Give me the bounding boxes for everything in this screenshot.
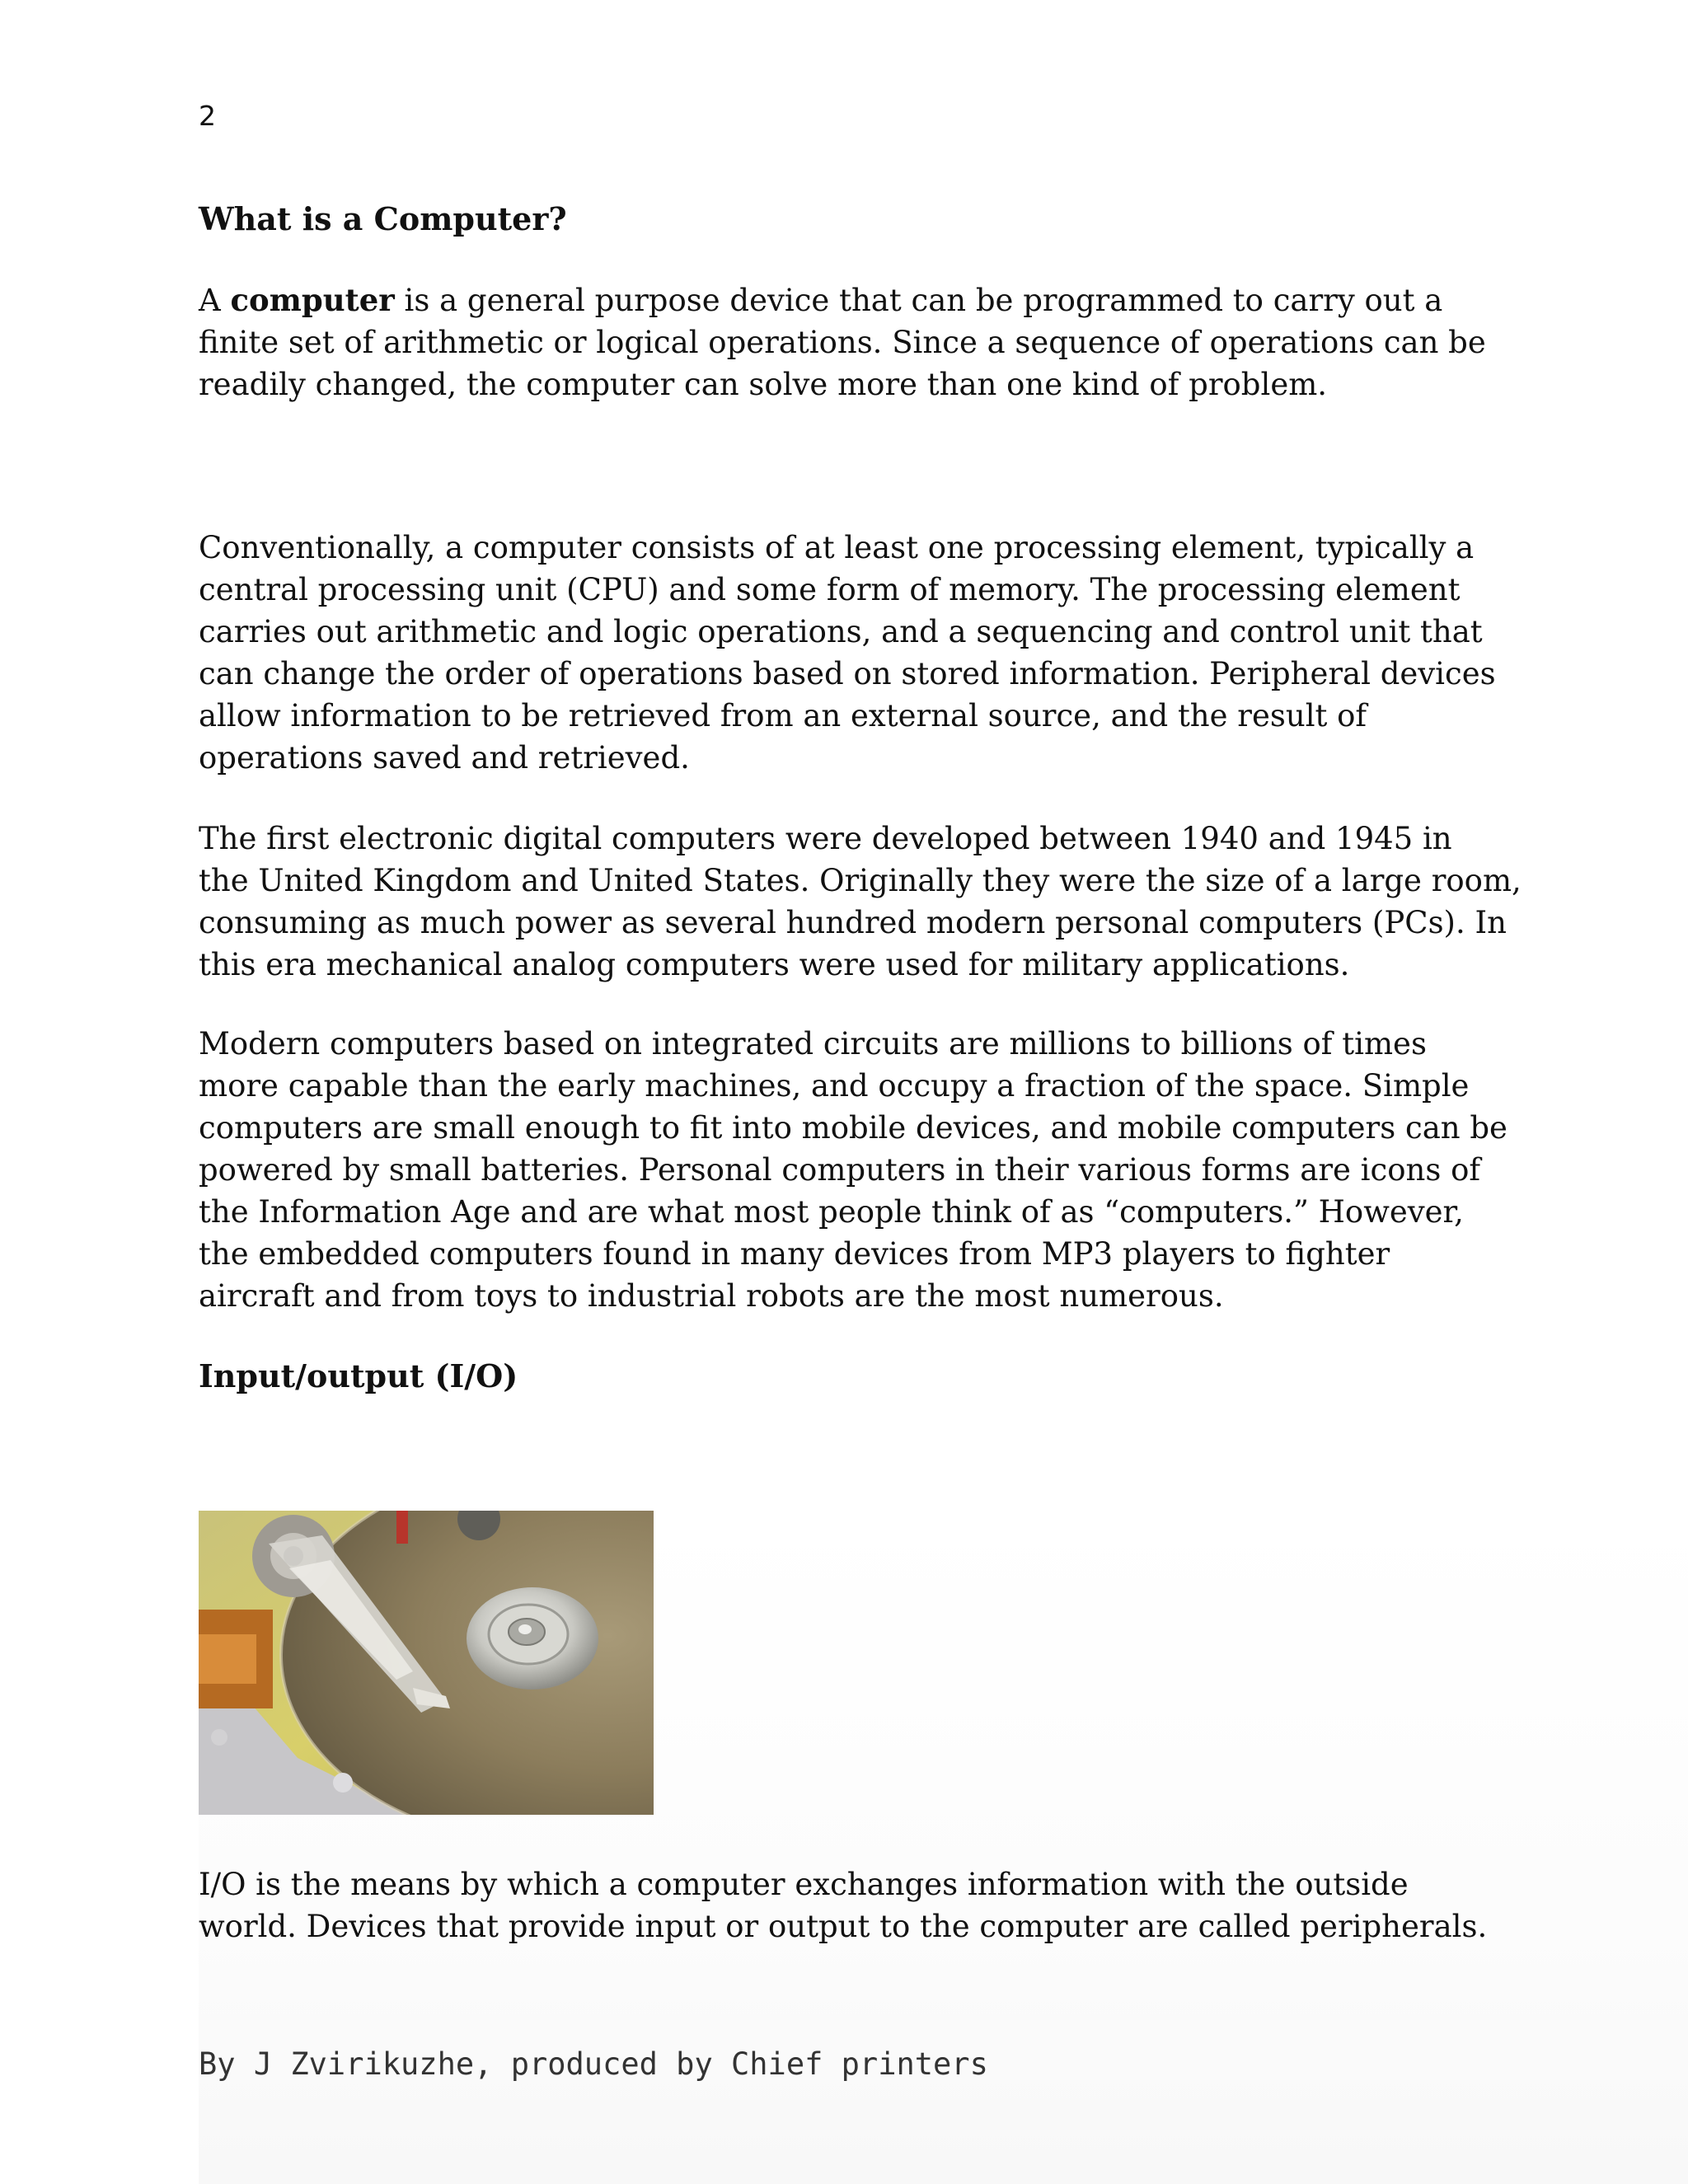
paragraph-line: operations saved and retrieved. [199, 740, 690, 776]
intro-line-1-rest: is a general purpose device that can be programmed to carry out a [404, 283, 1443, 318]
paragraph-line: Conventionally, a computer consists of at least one processing element, typically a [199, 530, 1475, 565]
paragraph-line: allow information to be retrieved from an external source, and the result of [199, 698, 1367, 733]
latch [396, 1511, 408, 1544]
intro-line-3: readily changed, the computer can solve more than one kind of problem. [199, 367, 1328, 402]
paragraph-io [199, 1863, 1517, 1947]
paragraph-first-electronic [199, 818, 1522, 986]
section-heading-input-output: Input/output (I/O) [199, 1357, 518, 1394]
paragraph-line: consuming as much power as several hundred modern personal computers (PCs). In [199, 905, 1507, 940]
paragraph-line: the United Kingdom and United States. Originally they were the size of a large room, [199, 863, 1522, 898]
section-heading-what-is-computer: What is a Computer? [199, 200, 567, 237]
paragraph-line: this era mechanical analog computers were used for military applications. [199, 947, 1350, 982]
paragraph-line: can change the order of operations based on stored information. Peripheral devices [199, 656, 1496, 691]
paragraph-line: aircraft and from toys to industrial robots are the most numerous. [199, 1278, 1224, 1314]
hard-drive-illustration [199, 1511, 654, 1815]
paragraph-modern-computers [199, 1023, 1517, 1317]
paragraph-line: central processing unit (CPU) and some form of memory. The processing element [199, 572, 1461, 607]
paragraph-line: the Information Age and are what most people think of as “computers.” However, [199, 1194, 1464, 1230]
paragraph-line: Modern computers based on integrated circuits are millions to billions of times [199, 1026, 1427, 1062]
paragraph-line: more capable than the early machines, and occupy a fraction of the space. Simple [199, 1068, 1470, 1104]
intro-line-1 [199, 279, 1517, 321]
paragraph-conventionally [199, 527, 1517, 779]
hard-drive-photo [199, 1511, 654, 1815]
intro-line-2: finite set of arithmetic or logical operations. Since a sequence of operations can be [199, 325, 1486, 360]
paragraph-line: powered by small batteries. Personal computers in their various forms are icons of [199, 1152, 1481, 1188]
intro-prefix: A [199, 283, 221, 318]
paragraph-line: world. Devices that provide input or output to the computer are called peripherals. [199, 1909, 1488, 1944]
paragraph-line: The first electronic digital computers were developed between 1940 and 1945 in [199, 821, 1452, 856]
paragraph-line: carries out arithmetic and logic operations, and a sequencing and control unit that [199, 614, 1483, 649]
footer-credit: By J Zvirikuzhe, produced by Chief printers [199, 2046, 988, 2082]
intro-term: computer [230, 282, 395, 318]
paragraph-line: I/O is the means by which a computer exchanges information with the outside [199, 1867, 1409, 1902]
paragraph-line: the embedded computers found in many devices from MP3 players to fighter [199, 1236, 1390, 1272]
intro-paragraph [199, 279, 1517, 405]
paragraph-line: computers are small enough to fit into mobile devices, and mobile computers can be [199, 1110, 1507, 1146]
page-number: 2 [199, 100, 216, 132]
